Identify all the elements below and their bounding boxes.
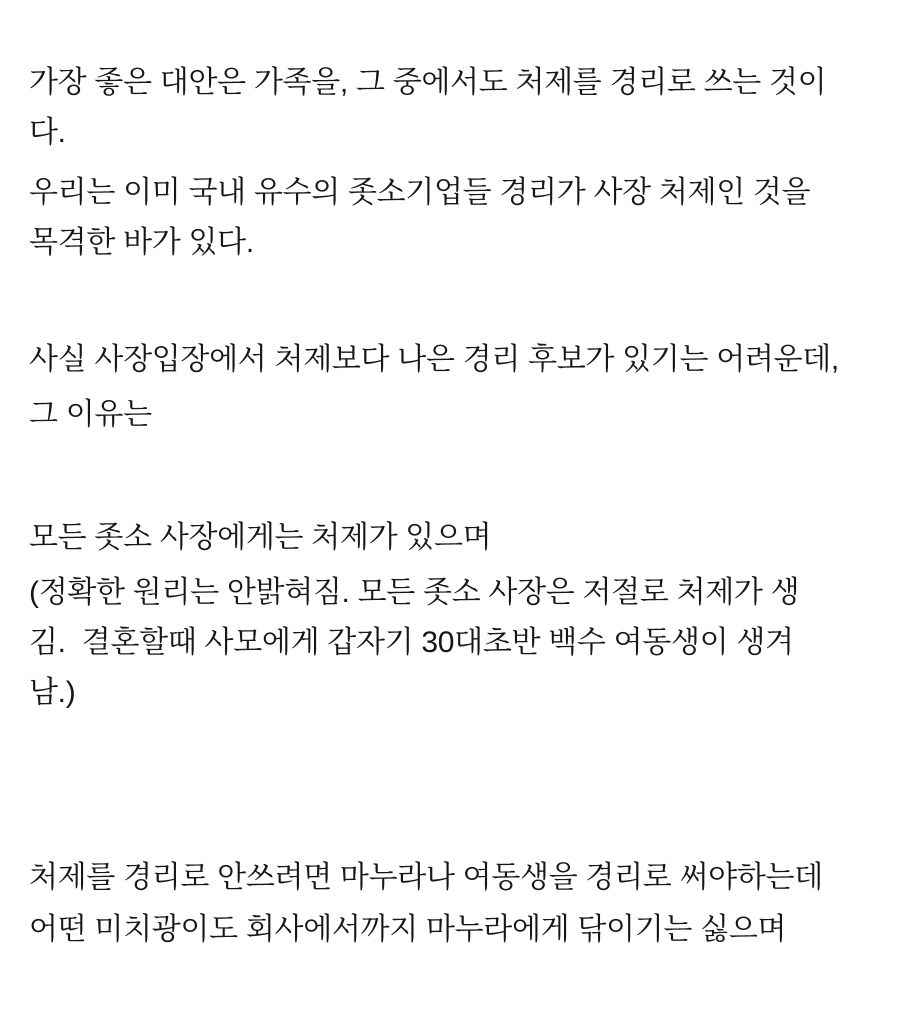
paragraph-no-madman [29, 905, 882, 955]
text-line: 남.) [29, 676, 76, 709]
paragraph-every-boss [29, 513, 882, 563]
text-line: 어떤 미치광이도 회사에서까지 마누라에게 닦이기는 싫으며 [29, 913, 787, 946]
text-line: 모든 좃소 사장에게는 처제가 있으며 [29, 521, 492, 554]
text-line: 목격한 바가 있다. [29, 226, 254, 259]
text-line: 처제를 경리로 안쓰려면 마누라나 여동생을 경리로 써야하는데 [29, 861, 823, 894]
text-line: (정확한 원리는 안밝혀짐. 모든 좃소 사장은 저절로 처제가 생 [29, 576, 800, 609]
text-line: 우리는 이미 국내 유수의 좃소기업들 경리가 사장 처제인 것을 [29, 176, 811, 209]
post-body [0, 58, 900, 1031]
paragraph-if-not-sister [29, 853, 882, 903]
text-line: 김. 결혼할때 사모에게 갑자기 30대초반 백수 여동생이 생겨 [29, 626, 794, 659]
text-line: 다. [29, 116, 66, 149]
text-line: 가장 좋은 대안은 가족을, 그 중에서도 처제를 경리로 쓰는 것이 [29, 66, 827, 99]
text-line: 그 이유는 [29, 398, 152, 431]
paragraph-witnessed [29, 168, 882, 268]
text-line: 사실 사장입장에서 처제보다 나은 경리 후보가 있기는 어려운데, [29, 343, 839, 376]
paragraph-in-fact [29, 335, 882, 385]
paragraph-parenthetical-note [29, 568, 882, 718]
paragraph-best-alternative [29, 58, 882, 158]
paragraph-the-reason [29, 390, 882, 440]
